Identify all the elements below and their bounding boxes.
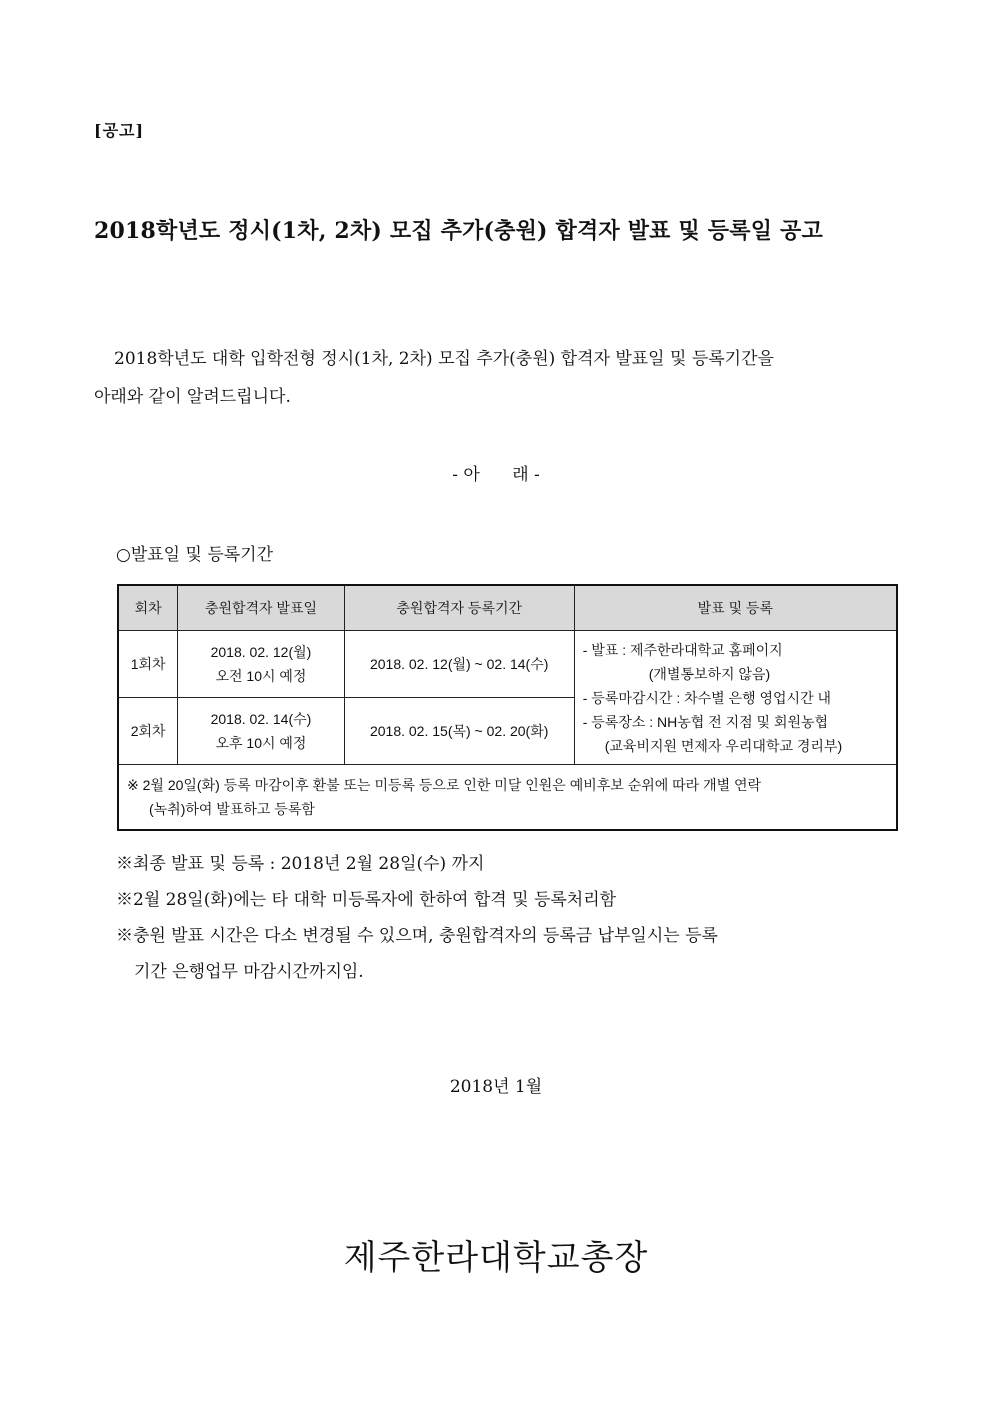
footnote-continuation: 기간 은행업무 마감시간까지임. (134, 962, 364, 982)
announce-cell (178, 698, 344, 765)
header-cell: 충원합격자 발표일 (178, 585, 344, 631)
intro-line: 아래와 같이 알려드립니다. (94, 387, 291, 407)
registration-period-cell: 2018. 02. 15(목) ~ 02. 20(화) (344, 698, 574, 765)
round-cell: 2회차 (118, 698, 178, 765)
intro-line: 2018학년도 대학 입학전형 정시(1차, 2차) 모집 추가(충원) 합격자 발표일 및 등록기간을 (114, 349, 774, 369)
registration-info-line: - 등록마감시간 : 차수별 은행 영업시간 내 (582, 689, 832, 706)
notice-label: [공고] (94, 121, 145, 140)
table-note-line: ※ 2월 20일(화) 등록 마감이후 환불 또는 미등록 등으로 인한 미달 인원은 예비후보 순위에 따라 개별 연락 (127, 777, 762, 793)
registration-info-line: - 발표 : 제주한라대학교 홈페이지 (582, 641, 783, 658)
header-cell: 충원합격자 등록기간 (344, 585, 574, 631)
registration-period-cell: 2018. 02. 12(월) ~ 02. 14(수) (344, 631, 574, 698)
table-row (118, 631, 897, 698)
footnote: ※최종 발표 및 등록 : 2018년 2월 28일(수) 까지 (116, 854, 485, 874)
registration-info-line: (개별통보하지 않음) (648, 665, 771, 682)
announce-cell (178, 631, 344, 698)
registration-info-cell (574, 631, 897, 765)
header-cell: 발표 및 등록 (574, 585, 897, 631)
section-heading: ○발표일 및 등록기간 (116, 545, 274, 565)
table-note-cell (118, 765, 897, 831)
announce-date: 2018. 02. 12(월) (210, 644, 312, 660)
signature: 제주한라대학교총장 (343, 1238, 649, 1278)
issue-date: 2018년 1월 (449, 1077, 543, 1097)
announce-date: 2018. 02. 14(수) (210, 711, 312, 727)
intro-paragraph (94, 340, 898, 416)
header-cell: 회차 (118, 585, 178, 631)
table-header-row (118, 585, 897, 631)
footnote: ※충원 발표 시간은 다소 변경될 수 있으며, 충원합격자의 등록금 납부일시는 등록 (116, 926, 718, 946)
announce-time: 오전 10시 예정 (215, 668, 307, 684)
schedule-table (117, 584, 898, 831)
registration-info-line: (교육비지원 면제자 우리대학교 경리부) (604, 737, 843, 754)
table-note-row (118, 765, 897, 831)
footnote: ※2월 28일(화)에는 타 대학 미등록자에 한하여 합격 및 등록처리함 (116, 890, 617, 910)
round-cell: 1회차 (118, 631, 178, 698)
table-note-line: (녹취)하여 발표하고 등록함 (149, 801, 315, 817)
registration-info-line: - 등록장소 : NH농협 전 지점 및 회원농협 (582, 713, 829, 730)
announce-time: 오후 10시 예정 (215, 735, 307, 751)
document-title: 2018학년도 정시(1차, 2차) 모집 추가(충원) 합격자 발표 및 등록일 공고 (94, 218, 823, 244)
arae-heading: - 아 래 - (452, 465, 540, 485)
footnotes (116, 846, 900, 990)
